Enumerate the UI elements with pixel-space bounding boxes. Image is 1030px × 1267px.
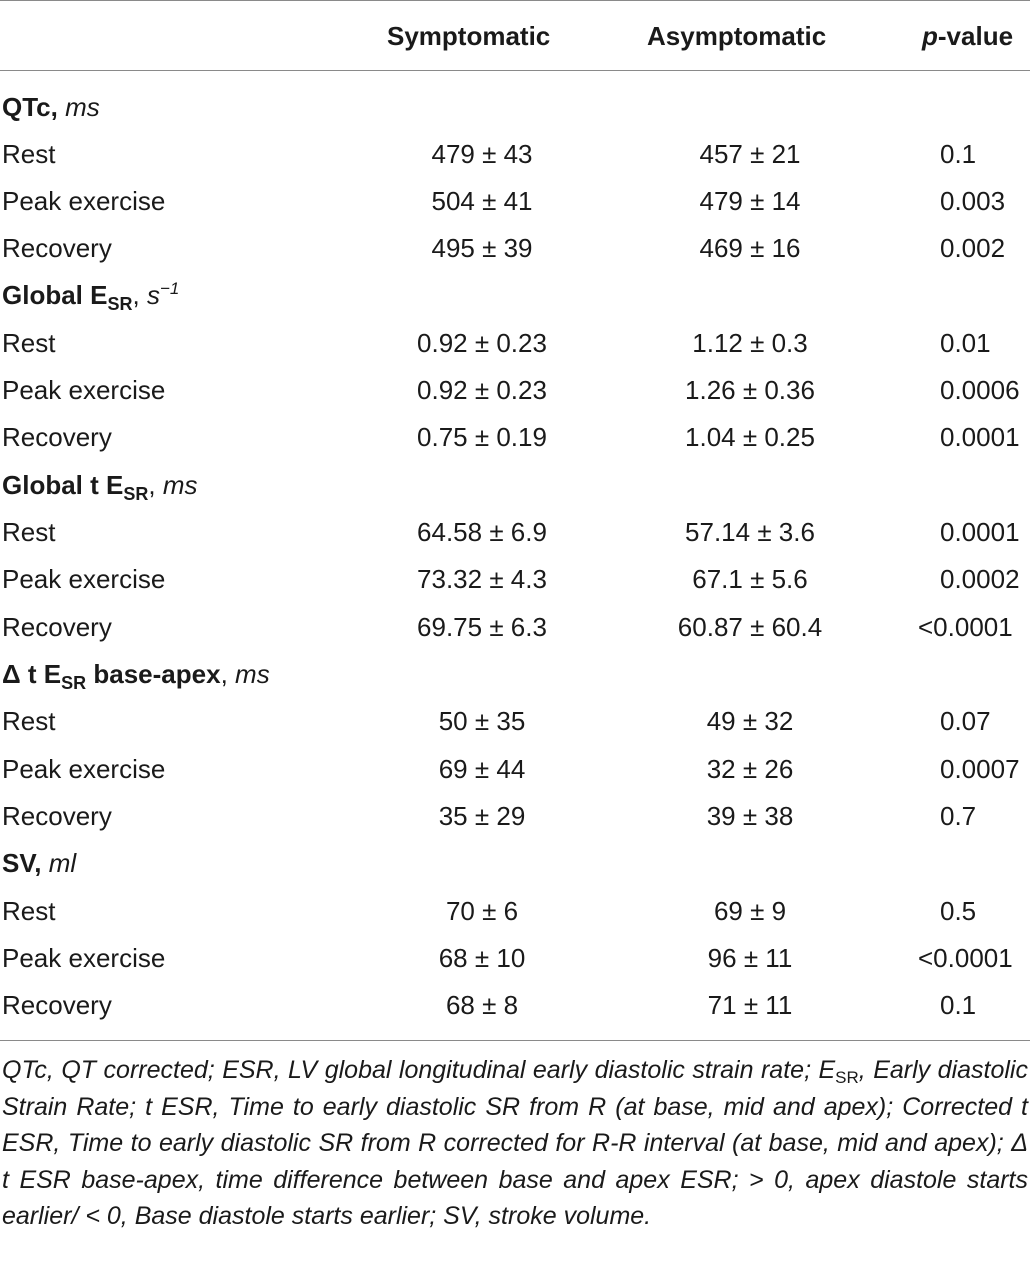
row-label: Peak exercise	[2, 186, 166, 216]
row-label: Recovery	[2, 233, 112, 263]
cell-p-value: 0.01	[940, 328, 991, 358]
cell-p-value: 0.0007	[940, 754, 1020, 784]
section-title: Global E	[2, 280, 108, 310]
cell-p-value: 0.0001	[940, 422, 1020, 452]
section-header-global-t-esr	[0, 462, 1030, 509]
row-label: Recovery	[2, 801, 112, 831]
section-unit: s	[146, 280, 160, 310]
cell-asymptomatic: 49 ± 32	[706, 706, 794, 736]
cell-symptomatic: 0.92 ± 0.23	[417, 375, 547, 405]
row-label: Peak exercise	[2, 943, 166, 973]
cell-symptomatic: 68 ± 10	[438, 943, 526, 973]
table-row	[0, 698, 1030, 745]
section-title: Δ t E	[2, 659, 62, 689]
cell-asymptomatic: 96 ± 11	[707, 943, 793, 973]
table-row	[0, 604, 1030, 651]
table-top-rule	[0, 0, 1030, 1]
table-footnote	[2, 1052, 1028, 1235]
column-header-asymptomatic: Asymptomatic	[647, 21, 827, 51]
table-row	[0, 793, 1030, 840]
row-label: Peak exercise	[2, 375, 166, 405]
table-row	[0, 888, 1030, 935]
column-header-p-value	[922, 18, 1013, 54]
cell-asymptomatic: 60.87 ± 60.4	[677, 612, 823, 642]
table-row	[0, 746, 1030, 793]
cell-p-value: 0.0006	[940, 375, 1020, 405]
table-row	[0, 414, 1030, 461]
cell-asymptomatic: 1.12 ± 0.3	[692, 328, 808, 358]
section-unit: ms	[162, 470, 198, 500]
cell-symptomatic: 0.92 ± 0.23	[417, 328, 547, 358]
table-bottom-rule	[0, 1040, 1030, 1041]
table-row	[0, 935, 1030, 982]
cell-asymptomatic: 469 ± 16	[699, 233, 801, 263]
section-title: SV,	[2, 848, 42, 878]
cell-p-value: 0.07	[940, 706, 991, 736]
section-header-delta-t-esr	[0, 651, 1030, 698]
table-row	[0, 982, 1030, 1029]
cell-symptomatic: 0.75 ± 0.19	[417, 422, 547, 452]
header-rule	[0, 70, 1030, 71]
section-unit: ml	[48, 848, 77, 878]
column-header-symptomatic: Symptomatic	[387, 21, 551, 51]
section-unit-sup: −1	[159, 279, 180, 298]
row-label: Peak exercise	[2, 754, 166, 784]
cell-symptomatic: 68 ± 8	[445, 990, 519, 1020]
cell-symptomatic: 70 ± 6	[445, 896, 519, 926]
footnote-part-1: QTc, QT corrected; ESR, LV global longitudinal early diastolic strain rate; E	[2, 1056, 836, 1084]
cell-asymptomatic: 1.04 ± 0.25	[685, 422, 815, 452]
table-row	[0, 225, 1030, 272]
cell-p-value: <0.0001	[918, 943, 1013, 973]
cell-asymptomatic: 71 ± 11	[707, 990, 793, 1020]
table-row	[0, 556, 1030, 603]
cell-p-value: 0.1	[940, 990, 977, 1020]
section-title-sub: SR	[123, 484, 149, 504]
cell-symptomatic: 504 ± 41	[431, 186, 533, 216]
table-row	[0, 131, 1030, 178]
cell-symptomatic: 69.75 ± 6.3	[417, 612, 547, 642]
footnote-sub: SR	[835, 1068, 859, 1087]
cell-p-value: 0.002	[940, 233, 1006, 263]
row-label: Peak exercise	[2, 564, 166, 594]
cell-asymptomatic: 39 ± 38	[706, 801, 794, 831]
cell-asymptomatic: 67.1 ± 5.6	[692, 564, 808, 594]
cell-asymptomatic: 57.14 ± 3.6	[685, 517, 815, 547]
row-label: Rest	[2, 139, 56, 169]
section-header-global-esr	[0, 272, 1030, 319]
cell-symptomatic: 69 ± 44	[438, 754, 526, 784]
cell-symptomatic: 73.32 ± 4.3	[417, 564, 547, 594]
cell-asymptomatic: 479 ± 14	[699, 186, 801, 216]
table-row	[0, 178, 1030, 225]
section-title: Global t E	[2, 470, 124, 500]
section-sep: ,	[148, 470, 156, 500]
cell-symptomatic: 64.58 ± 6.9	[417, 517, 547, 547]
table-row	[0, 320, 1030, 367]
cell-symptomatic: 35 ± 29	[438, 801, 526, 831]
cell-asymptomatic: 457 ± 21	[699, 139, 801, 169]
cell-asymptomatic: 1.26 ± 0.36	[685, 375, 815, 405]
section-title: QTc,	[2, 92, 58, 122]
cell-symptomatic: 50 ± 35	[438, 706, 526, 736]
row-label: Recovery	[2, 990, 112, 1020]
cell-p-value: 0.1	[940, 139, 977, 169]
cell-p-value: <0.0001	[918, 612, 1013, 642]
footnote-part-2: , Early diastolic Strain Rate; t ESR, Time to early diastolic SR from R (at base, mid and apex); Corrected t ESR, Time to early diastolic SR from R corrected for R-R interval (at base, mid and apex); Δ t ESR base-apex, time difference between base and apex ESR; > 0, apex diastole starts earlier/ < 0, Base diastole starts earlier; SV, stroke volume.	[2, 1056, 1028, 1230]
row-label: Recovery	[2, 612, 112, 642]
cell-symptomatic: 495 ± 39	[431, 233, 533, 263]
cell-p-value: 0.0001	[940, 517, 1020, 547]
section-header-sv	[0, 840, 1030, 887]
row-label: Recovery	[2, 422, 112, 452]
row-label: Rest	[2, 706, 56, 736]
cell-p-value: 0.7	[940, 801, 977, 831]
cell-symptomatic: 479 ± 43	[431, 139, 533, 169]
section-unit: ms	[65, 92, 100, 122]
cell-p-value: 0.5	[940, 896, 977, 926]
row-label: Rest	[2, 896, 56, 926]
p-value-suffix: -value	[937, 21, 1014, 51]
cell-asymptomatic: 69 ± 9	[713, 896, 787, 926]
cell-asymptomatic: 32 ± 26	[706, 754, 794, 784]
section-title-sub: SR	[107, 294, 133, 314]
p-value-italic-p: p	[922, 21, 938, 51]
section-header-qtc	[0, 84, 1030, 131]
section-unit: ms	[235, 659, 270, 689]
section-sep: ,	[220, 659, 228, 689]
row-label: Rest	[2, 517, 56, 547]
row-label: Rest	[2, 328, 56, 358]
table-row	[0, 509, 1030, 556]
table-row	[0, 367, 1030, 414]
section-title-after: base-apex	[86, 659, 221, 689]
section-title-sub: SR	[61, 673, 87, 693]
section-sep: ,	[132, 280, 140, 310]
cell-p-value: 0.0002	[940, 564, 1020, 594]
cell-p-value: 0.003	[940, 186, 1006, 216]
